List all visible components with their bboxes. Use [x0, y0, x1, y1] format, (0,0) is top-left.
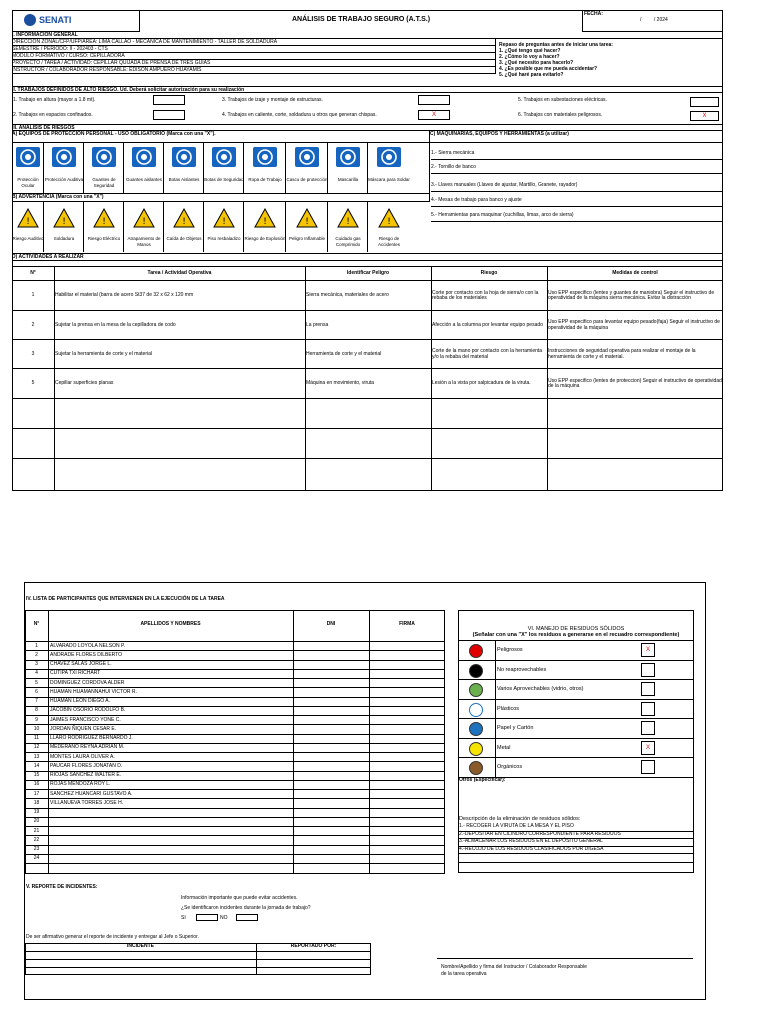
high-risk-item-3: 3. Trabajos de izaje y montaje de estructuras.: [222, 97, 323, 103]
act-row-n: [12, 281, 54, 311]
waste-label: No reaprovechables: [497, 666, 547, 673]
svg-text:!: !: [102, 217, 106, 227]
waste-label: Orgánicos: [497, 764, 523, 770]
section-2-title: II. TRABAJOS DEFINIDOS DE ALTO RIESGO. Ud. Deberá solicitar autorización para su realización: [12, 86, 723, 93]
insulated-gloves-icon: [132, 147, 156, 167]
ppe-label: Protección Ocular: [17, 177, 39, 188]
participant-number: 2: [35, 651, 38, 658]
work-clothes-icon: [253, 147, 277, 167]
participant-name: DOMINGUEZ CORDOVA ALDER: [50, 679, 125, 686]
waste-check[interactable]: [641, 721, 655, 735]
high-risk-check-5[interactable]: [690, 97, 719, 107]
falling-objects-warning-icon: [173, 208, 195, 228]
participant-firma-field[interactable]: [370, 809, 445, 818]
waste-label: Papel y Cartón: [497, 725, 534, 731]
question-2: 2. ¿Cómo lo voy a hacer?: [499, 54, 560, 60]
participant-firma-field[interactable]: [370, 735, 445, 744]
act-row-riesgo-text: Corte de la mano por contacto con la herramienta y/o la rebaba del material: [432, 348, 543, 360]
waste-label: Varios Aprovechables (vidrio, otros): [497, 686, 584, 692]
info-row-semestre: SEMESTRE / PERIODO: II - 202403 - CTS: [12, 46, 496, 53]
act-col-n: N°: [30, 270, 36, 276]
machinery-item-5: 5.- Herramientas para maquinar (cuchillas, limas, arco de sierra): [431, 213, 723, 222]
waste-divider: [495, 661, 496, 681]
machinery-item-3: 3.- Llaves manuales (Llaves de ajustar, Martillo, Granete, rayador): [431, 183, 723, 192]
act-row-medidas-text: Uso EPP especifico (lentes y guantes de maniobra) Seguir el instructivo de operatividad de la máquina sierra mecánica. Evitar la distracción: [548, 289, 715, 301]
svg-text:!: !: [182, 217, 186, 227]
act-row-n-text: 5: [31, 380, 35, 387]
warning-label: Caída de Objetos: [166, 236, 202, 241]
act-row-tarea-text: Sujetar la prensa en la mesa de la cepilladora de codo: [55, 321, 176, 328]
high-risk-check-4[interactable]: X: [418, 110, 450, 120]
participant-name: CUTIPA TXI RICHART: [50, 670, 101, 677]
participant-firma-field[interactable]: [370, 698, 445, 707]
participant-number: 5: [35, 679, 38, 686]
waste-check[interactable]: [641, 663, 655, 677]
act-row-n-text: 2: [31, 321, 35, 328]
act-row-tarea-text: Sujetar la herramienta de corte y el material: [55, 350, 152, 357]
svg-text:!: !: [305, 217, 309, 227]
incidents-no-check[interactable]: [236, 914, 258, 921]
safety-boots-icon: [212, 147, 236, 167]
act-row-medidas: [548, 369, 723, 399]
participant-name: LLARO RODRIGUEZ BERNARDO J.: [50, 735, 133, 741]
ppe-label: Casco de protección: [286, 177, 328, 182]
participant-name: MEDERANO REYNA ADRIAN M.: [50, 744, 125, 751]
act-row-peligro: [306, 369, 431, 399]
incidents-info: Información importante que puede evitar accidentes.: [181, 895, 298, 901]
participant-firma-field[interactable]: [370, 688, 445, 697]
electric-warning-icon: [93, 208, 115, 228]
participant-firma-field[interactable]: [370, 818, 445, 827]
svg-text:!: !: [222, 217, 226, 227]
accident-warning-icon: [378, 208, 400, 228]
participant-name: PAUCAR FLORES JONATAN D.: [50, 762, 123, 769]
act-row-medidas-text: Uso EPP especifico para levantar equipo pesado(faja) Seguir el instructivo de operatividad de la máquina: [548, 319, 720, 331]
incidents-question: ¿Se identificaron incidentes durante la jornada de trabajo?: [181, 905, 311, 911]
waste-divider: [495, 641, 496, 661]
act-row-n-text: 1: [31, 292, 35, 299]
section-1-title: I. INFORMACIÓN GENERAL: [12, 32, 723, 39]
fecha-label: FECHA:: [584, 11, 603, 17]
warning-label: Riesgo Auditivo: [12, 236, 44, 241]
warning-label: Peligro Inflamable: [288, 236, 326, 241]
waste-check[interactable]: [641, 702, 655, 716]
act-row-riesgo-text: Lesión a la vista por salpicadura de la viruta.: [432, 380, 531, 387]
waste-color-dot-icon: [469, 722, 483, 736]
participant-firma-field[interactable]: [370, 855, 445, 864]
act-row-medidas: [548, 281, 723, 311]
participant-name: ROJAS MENDOZA ROY L.: [50, 781, 111, 788]
act-row-n: [12, 311, 54, 340]
waste-row: [458, 758, 694, 778]
participant-dni-field[interactable]: [294, 855, 369, 864]
participant-number: 6: [35, 688, 38, 695]
machinery-item-1: 1.- Sierra mecánica: [431, 151, 723, 160]
act-row-peligro-text: Herramienta de corte y el material: [306, 350, 382, 357]
participant-firma-field[interactable]: [370, 762, 445, 771]
ppe-label: Botas de Seguridad: [204, 177, 244, 182]
warning-label: Riesgo de Accidentes: [377, 236, 400, 247]
ppe-label: Protección Auditiva: [44, 177, 84, 182]
participant-name: MONTES LAURA OLIVER A.: [50, 753, 115, 760]
part-col-n: N°: [33, 621, 40, 627]
waste-divider: [495, 680, 496, 700]
waste-desc-title: Descripción de la eliminación de residuos sólidos:: [459, 816, 581, 822]
waste-desc-row: 1.- RECOGER LA VIRUTA DE LA MESA Y EL PISO: [458, 824, 694, 832]
incidents-col-reportado: REPORTADO POR:: [290, 943, 337, 949]
ppe-label: Ropa de Trabajo: [248, 177, 282, 182]
participant-number: 8: [35, 707, 38, 714]
waste-check[interactable]: [641, 682, 655, 696]
participant-dni-field[interactable]: [294, 679, 369, 688]
waste-divider: [495, 719, 496, 739]
warning-label: Atrapamiento de Manos: [127, 236, 161, 247]
goggles-icon: [16, 147, 40, 167]
participant-name: JORDAN ÑIQUEN CESAR E.: [50, 725, 117, 732]
ppe-label: Guantes aislantes: [125, 177, 163, 182]
participant-firma-field[interactable]: [370, 661, 445, 670]
participant-name: JACOBIN OSORIO RODOLFO B.: [50, 707, 126, 714]
act-row-peligro: [306, 340, 431, 369]
waste-label: Peligrosos: [497, 647, 523, 653]
participant-name: JAIMES FRANCISCO YONE C.: [50, 716, 121, 723]
participant-number: 20: [33, 818, 40, 825]
participant-firma-field[interactable]: [370, 846, 445, 855]
act-row-peligro-text: La prensa: [306, 321, 329, 328]
participant-firma-field[interactable]: [370, 799, 445, 808]
participant-dni-field[interactable]: [294, 642, 369, 651]
participant-firma-field[interactable]: [370, 744, 445, 753]
high-risk-item-1: 1. Trabajo en altura (mayor a 1.8 mt).: [13, 97, 96, 103]
participant-dni-field[interactable]: [294, 753, 369, 762]
high-risk-item-5: 5. Trabajos en subestaciones eléctricas.: [518, 97, 607, 103]
warning-label: Soldadura: [53, 236, 75, 241]
participant-name: RIOJAS SANCHEZ WALTER E.: [50, 772, 122, 778]
waste-row: [458, 739, 694, 759]
activities-title: D) ACTIVIDADES A REALIZAR: [12, 253, 723, 261]
act-row-tarea: [55, 340, 305, 369]
questions-title: Repaso de preguntas antes de iniciar una tarea:: [499, 42, 613, 48]
act-row-medidas-text: Instrucciones de seguridad operativa para realizar el montaje de la herramienta de corte y el material.: [548, 348, 696, 360]
participant-name: HUAMAN HUAMANNAHUI VICTOR R.: [50, 688, 137, 695]
machinery-item-2: 2.- Tornillo de banco: [431, 165, 723, 174]
part-col-name: APELLIDOS Y NOMBRES: [140, 621, 201, 627]
mask-icon: [336, 147, 360, 167]
svg-text:!: !: [142, 217, 146, 227]
participant-firma-field[interactable]: [370, 836, 445, 845]
participant-name: ALVARADO LOYOLA NELSON P.: [50, 642, 126, 649]
signature-line: [437, 958, 693, 959]
slippery-floor-warning-icon: [213, 208, 235, 228]
waste-color-dot-icon: [469, 644, 483, 658]
act-row-medidas: [548, 311, 723, 340]
participant-dni-field[interactable]: [294, 790, 369, 799]
waste-subtitle: (Señalar con una "X" los residuos a generarse en el recuadro correspondiente): [472, 632, 680, 638]
ppe-title: A) EQUIPOS DE PROTECCIÓN PERSONAL - USO OBLIGATORIO (Marca con una "X").: [12, 131, 430, 143]
act-row-riesgo: [432, 340, 547, 369]
participant-name: ANDRADE FLORES DILBERTO: [50, 651, 123, 658]
participant-dni-field[interactable]: [294, 818, 369, 827]
welding-warning-icon: [53, 208, 75, 228]
participant-firma-field[interactable]: [370, 753, 445, 762]
signature-text-1: Nombre/Apellido y firma del Instructor / Colaborador Responsable: [441, 964, 587, 970]
participant-dni-field[interactable]: [294, 781, 369, 790]
fecha-value: / / 2024: [640, 17, 668, 23]
waste-check[interactable]: X: [641, 643, 655, 657]
participant-number: 3: [35, 661, 38, 667]
waste-row: [458, 661, 694, 681]
act-row-medidas: [548, 340, 723, 369]
ppe-label: Máscara para Soldar: [368, 177, 410, 182]
page-title: ANÁLISIS DE TRABAJO SEGURO (A.T.S.): [291, 16, 431, 23]
participant-dni-field[interactable]: [294, 846, 369, 855]
svg-text:!: !: [62, 217, 66, 227]
participant-number: 15: [33, 772, 40, 778]
senati-logo-icon: [24, 14, 36, 26]
act-row-n: [12, 340, 54, 369]
participant-number: 4: [35, 670, 38, 677]
act-row-riesgo-text: Corte por contacto con la hoja de sierra/o con la rebaba de los materiales: [432, 289, 539, 301]
info-row-proyecto: PROYECTO / TAREA / ACTIVIDAD: CEPILLAR QUIJADA DE PRENSA DE TRES GUIAS: [12, 60, 496, 67]
participant-number: 13: [33, 753, 40, 760]
svg-text:!: !: [263, 217, 267, 227]
participant-name: HUAMAN LEON DIEGO A.: [50, 698, 111, 704]
waste-color-dot-icon: [469, 761, 483, 775]
participant-firma-field[interactable]: [370, 642, 445, 651]
waste-label: Plásticos: [497, 705, 520, 712]
gloves-icon: [92, 147, 116, 167]
participant-dni-field[interactable]: [294, 716, 369, 725]
waste-color-dot-icon: [469, 742, 483, 756]
participant-number: 14: [33, 762, 40, 769]
participant-number: 23: [33, 846, 40, 852]
waste-check[interactable]: [641, 760, 655, 774]
participant-dni-field[interactable]: [294, 762, 369, 771]
warning-label: Cuidado gas Comprimido: [335, 236, 361, 247]
high-risk-check-2[interactable]: [153, 110, 185, 120]
participant-name: SANCHEZ HUANCARI GUSTAVO A.: [50, 790, 133, 797]
waste-row: [458, 719, 694, 739]
participant-dni-field[interactable]: [294, 725, 369, 734]
waste-color-dot-icon: [469, 683, 483, 697]
high-risk-item-2: 2. Trabajos en espacios confinados.: [13, 112, 93, 118]
waste-check[interactable]: X: [641, 741, 655, 755]
participant-number: 18: [33, 799, 40, 806]
act-row-riesgo: [432, 311, 547, 340]
waste-row: [458, 641, 694, 661]
act-col-tarea: Tarea / Actividad Operativa: [147, 270, 212, 276]
participant-name: CHAVEZ SALAS JORGE L.: [50, 661, 112, 667]
incidents-title: V. REPORTE DE INCIDENTES:: [26, 884, 98, 890]
waste-label: Metal: [497, 744, 511, 751]
info-row-instructor: INSTRUCTOR / COLABORADOR RESPONSABLE: EDISON AMPUERO HUAYAMIS: [12, 67, 496, 74]
participant-firma-field[interactable]: [370, 725, 445, 734]
part-col-firma: FIRMA: [399, 621, 415, 627]
participant-dni-field[interactable]: [294, 799, 369, 808]
act-row-n: [12, 369, 54, 399]
participant-number: 12: [33, 744, 40, 751]
ppe-label: Mascarilla: [337, 177, 359, 182]
incidents-no-label: NO: [220, 915, 228, 921]
waste-desc-row: 4.-RECOJO DE LOS RESIDUOS CLASIFICADOS POR DIGESA: [458, 847, 694, 855]
helmet-icon: [295, 147, 319, 167]
insulated-boots-icon: [172, 147, 196, 167]
participant-name: VILLANUEVA TORRES JOSE H.: [50, 799, 124, 806]
logo-text: SENATI: [39, 15, 72, 25]
info-row-direccion: DIRECCIÓN ZONAL/CFP/UFP/ÁREA: LIMA CALLAO - MECÁNICA DE MANTENIMIENTO - TALLER DE SOLDADURA: [12, 39, 496, 46]
section-3-title: III. ANÁLISIS DE RIESGOS: [12, 124, 723, 131]
signature-text-2: de la tarea operativa: [441, 971, 487, 977]
participant-dni-field[interactable]: [294, 744, 369, 753]
flammable-warning-icon: [296, 208, 318, 228]
act-row-tarea-text: Habilitar el material (barra de acero St37 de 32 x 62 x 120 mm: [55, 292, 194, 299]
ppe-label: Botas Aislantes: [168, 177, 200, 182]
participant-dni-field[interactable]: [294, 651, 369, 660]
high-risk-check-6[interactable]: X: [690, 111, 719, 121]
participant-dni-field[interactable]: [294, 836, 369, 845]
act-col-riesgo: Riesgo: [480, 270, 498, 276]
waste-divider: [495, 739, 496, 759]
question-4: 4. ¿Es posible que me pueda accidentar?: [499, 66, 598, 72]
noise-warning-icon: [17, 208, 39, 228]
waste-desc-row: 2.-DEPOSITAR EN CILINDRO CORRESPONDIENTE PARA RESIDUOS: [458, 832, 694, 840]
act-row-n-text: 3: [31, 350, 35, 357]
warning-title: B) ADVERTENCIA (Marca con una "X"): [12, 193, 430, 202]
incidents-si-check[interactable]: [196, 914, 218, 921]
warning-label: Riesgo de Explosión: [244, 236, 286, 241]
act-row-peligro: [306, 281, 431, 311]
participant-firma-field[interactable]: [370, 827, 445, 836]
act-row-riesgo: [432, 369, 547, 399]
waste-title: VI. MANEJO DE RESIDUOS SÓLIDOS: [527, 626, 625, 632]
participant-number: 16: [33, 781, 40, 788]
act-row-tarea: [55, 369, 305, 399]
participant-number: 7: [35, 698, 38, 704]
participant-number: 21: [33, 827, 40, 834]
participant-number: 17: [33, 790, 40, 797]
act-row-tarea: [55, 311, 305, 340]
act-row-riesgo-text: Afección a la columna por levantar equipo pesado: [432, 321, 543, 328]
act-col-medidas: Medidas de control: [612, 270, 658, 276]
machinery-item-4: 4.- Mesas de trabajo para banco y ajuste: [431, 198, 723, 207]
participant-firma-field[interactable]: [370, 651, 445, 660]
warning-label: Piso resbaladizo: [207, 236, 241, 241]
waste-divider: [495, 700, 496, 720]
explosion-warning-icon: [254, 208, 276, 228]
waste-color-dot-icon: [469, 703, 483, 717]
participant-number: 22: [33, 836, 40, 843]
incidents-si-label: SI: [181, 915, 186, 921]
waste-row: [458, 700, 694, 720]
ppe-label: Guantes de Seguridad: [92, 177, 116, 188]
svg-text:!: !: [346, 217, 350, 227]
act-row-peligro: [306, 311, 431, 340]
question-1: 1. ¿Qué tengo qué hacer?: [499, 48, 561, 54]
act-row-riesgo: [432, 281, 547, 311]
participant-dni-field[interactable]: [294, 707, 369, 716]
participant-firma-field[interactable]: [370, 790, 445, 799]
question-3: 3. ¿Qué necesito para hacerlo?: [499, 60, 574, 66]
participant-dni-field[interactable]: [294, 809, 369, 818]
svg-text:!: !: [26, 217, 30, 227]
incidents-note: De ser afirmativo generar el reporte de incidente y entregar al Jefe o Superior.: [26, 934, 199, 940]
participant-dni-field[interactable]: [294, 772, 369, 781]
participant-number: 10: [33, 725, 40, 732]
incidents-col-incidente: INCIDENTE: [127, 943, 154, 949]
participant-firma-field[interactable]: [370, 670, 445, 679]
participant-number: 19: [33, 809, 40, 815]
hand-trap-warning-icon: [133, 208, 155, 228]
warning-label: Riesgo Eléctrico: [87, 236, 121, 241]
act-row-tarea-text: Cepillar superficies planas: [55, 380, 114, 387]
act-row-medidas-text: Uso EPP especifico (lentes de proteccion) Seguir el instructivo de operatividad de la máquina: [548, 377, 722, 389]
activities-table: [12, 263, 723, 491]
waste-color-dot-icon: [469, 664, 483, 678]
act-col-peligro: Identificar Peligro: [346, 270, 390, 276]
svg-text:!: !: [387, 217, 391, 227]
waste-desc-row: 3.-ALMACENAR LOS RESIDUOS EN EL DEPÓSITO GENERAL: [458, 839, 694, 847]
participant-number: 24: [33, 855, 40, 862]
participants-title: IV. LISTA DE PARTICIPANTES QUE INTERVIENEN EN LA EJECUCIÓN DE LA TAREA: [26, 596, 225, 602]
waste-divider: [495, 758, 496, 778]
part-col-dni: DNI: [326, 621, 336, 627]
participant-dni-field[interactable]: [294, 688, 369, 697]
high-risk-item-6: 6. Trabajos con materiales peligrosos.: [518, 112, 603, 118]
compressed-gas-warning-icon: [337, 208, 359, 228]
question-5: 5. ¿Qué haré para evitarlo?: [499, 72, 564, 78]
act-row-tarea: [55, 281, 305, 311]
info-row-modulo: MÓDULO FORMATIVO / CURSO: CEPILLADORA: [12, 53, 496, 60]
participant-firma-field[interactable]: [370, 781, 445, 790]
participant-firma-field[interactable]: [370, 772, 445, 781]
machinery-title: C) MAQUINARIAS, EQUIPOS Y HERRAMIENTAS (a utilizar): [430, 131, 723, 143]
high-risk-check-1[interactable]: [153, 95, 185, 105]
participant-firma-field[interactable]: [370, 716, 445, 725]
participant-dni-field[interactable]: [294, 827, 369, 836]
participant-number: 11: [33, 735, 40, 741]
act-row-peligro-text: Sierra mecánica, materiales de acero: [306, 292, 389, 299]
participant-dni-field[interactable]: [294, 661, 369, 670]
earmuffs-icon: [52, 147, 76, 167]
participant-dni-field[interactable]: [294, 735, 369, 744]
welding-mask-icon: [377, 147, 401, 167]
participant-number: 9: [35, 716, 38, 723]
high-risk-check-3[interactable]: [418, 95, 450, 105]
waste-others-label: Otros (Especificar):: [459, 777, 506, 783]
participant-dni-field[interactable]: [294, 698, 369, 707]
waste-desc-bottom: [458, 862, 694, 863]
participant-dni-field[interactable]: [294, 670, 369, 679]
participant-firma-field[interactable]: [370, 707, 445, 716]
high-risk-item-4: 4. Trabajos en caliente, corte, soldadura u otros que generan chispas.: [222, 112, 377, 118]
participant-firma-field[interactable]: [370, 679, 445, 688]
act-row-peligro-text: Máquina en movimiento, viruta: [306, 380, 375, 387]
participant-number: 1: [35, 642, 38, 649]
